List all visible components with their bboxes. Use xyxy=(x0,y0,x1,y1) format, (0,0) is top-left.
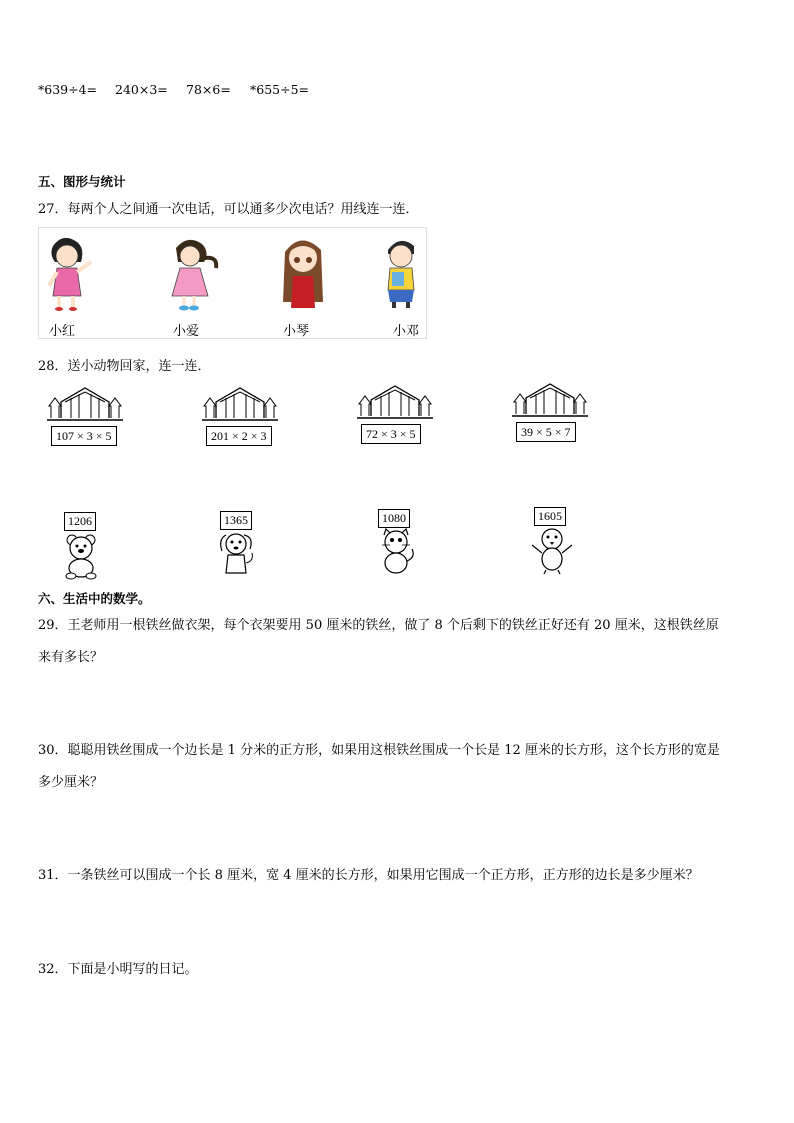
bear-animal xyxy=(58,512,118,592)
dog-icon xyxy=(214,529,264,579)
chick-icon xyxy=(528,525,578,575)
bear-icon xyxy=(58,530,108,580)
house-expression-3: 72 × 3 × 5 xyxy=(361,424,421,444)
chick-number-sign: 1605 xyxy=(534,507,566,526)
house-expression-1: 107 × 3 × 5 xyxy=(51,426,117,446)
question-28: 28．送小动物回家，连一连． xyxy=(38,359,211,374)
house-expression-2: 201 × 2 × 3 xyxy=(206,426,272,446)
question-29-line-2: 来有多长？ xyxy=(38,650,104,665)
person-name-4: 小邓 xyxy=(393,324,420,339)
section-heading-6: 六、生活中的数学。 xyxy=(38,591,151,606)
house-roof-icon xyxy=(355,382,435,426)
girl-xiaoai-figure xyxy=(164,232,234,312)
question-30-line-2: 多少厘米？ xyxy=(38,775,104,790)
house-roof-icon xyxy=(510,380,590,424)
person-name-2: 小爱 xyxy=(173,324,200,339)
person-name-1: 小红 xyxy=(49,324,76,339)
house-3 xyxy=(355,382,435,452)
question-29-line-1: 29．王老师用一根铁丝做衣架，每个衣架要用 50 厘米的铁丝，做了 8 个后剩下的铁丝正好还有 20 厘米，这根铁丝原 xyxy=(38,618,719,633)
house-1 xyxy=(45,384,125,454)
cat-animal xyxy=(372,509,432,589)
dog-animal xyxy=(214,511,274,591)
house-roof-icon xyxy=(200,384,280,428)
girl-xiaohong-figure xyxy=(41,232,111,312)
calc-item-1: *639÷4= xyxy=(38,82,98,97)
question-27: 27．每两个人之间通一次电话，可以通多少次电话？用线连一连． xyxy=(38,202,419,217)
chick-animal xyxy=(528,507,588,587)
question-30-line-1: 30．聪聪用铁丝围成一个边长是 1 分米的正方形，如果用这根铁丝围成一个长是 12 厘米的长方形，这个长方形的宽是 xyxy=(38,743,720,758)
cat-number-sign: 1080 xyxy=(378,509,410,528)
question-32: 32．下面是小明写的日记。 xyxy=(38,962,198,977)
house-expression-4: 39 × 5 × 7 xyxy=(516,422,576,442)
section-heading-5: 五、图形与统计 xyxy=(38,174,126,189)
calc-item-4: *655÷5= xyxy=(250,82,310,97)
house-2 xyxy=(200,384,280,454)
person-name-3: 小琴 xyxy=(283,324,310,339)
boy-xiaodeng-figure xyxy=(374,232,444,312)
question-31: 31．一条铁丝可以围成一个长 8 厘米，宽 4 厘米的长方形，如果用它围成一个正方形，正方形的边长是多少厘米？ xyxy=(38,868,699,883)
house-4 xyxy=(510,380,590,450)
bear-number-sign: 1206 xyxy=(64,512,96,531)
cat-icon xyxy=(372,527,422,577)
people-illustration xyxy=(38,227,427,339)
dog-number-sign: 1365 xyxy=(220,511,252,530)
calc-item-3: 78×6= xyxy=(186,82,231,97)
house-roof-icon xyxy=(45,384,125,428)
girl-xiaoqin-figure xyxy=(271,232,341,312)
calc-item-2: 240×3= xyxy=(115,82,168,97)
